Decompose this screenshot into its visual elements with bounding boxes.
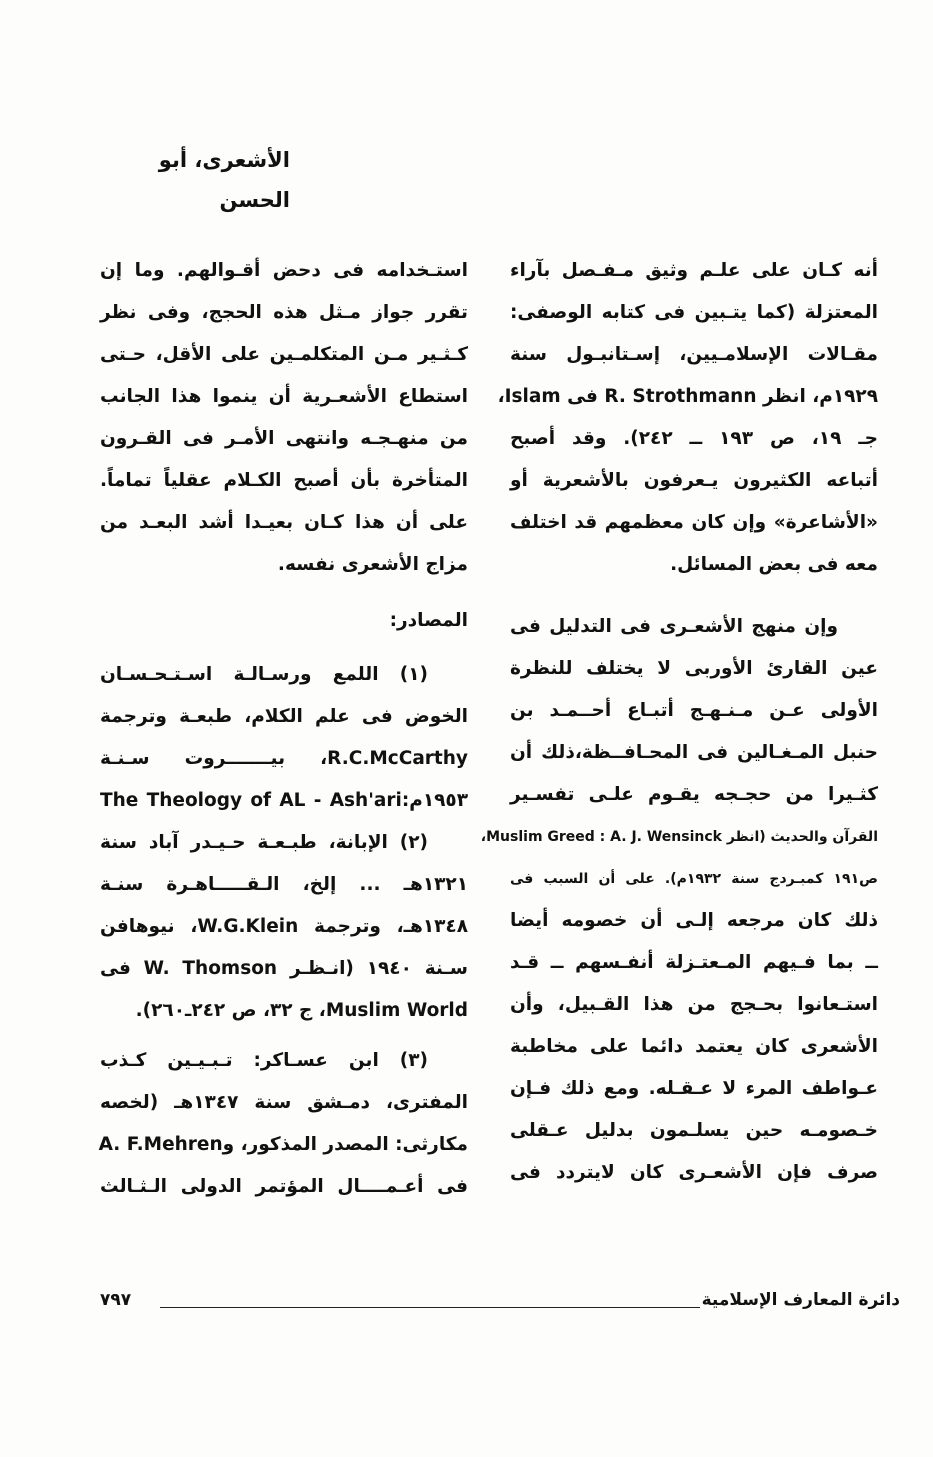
journal-title: دائرة المعارف الإسلامية [701, 1290, 900, 1310]
paragraph [480, 606, 878, 1194]
text-line: صرف فإن الأشعـرى كان لايتردد فى [510, 1162, 878, 1183]
text-line: R.C.McCarthy، بيـــــــروت سـنـة [100, 748, 468, 769]
sources-heading: المصادر: [389, 610, 468, 631]
paragraph [497, 250, 878, 586]
text-line: أتباعه الكثيرون يـعرفون بالأشعرية أو [510, 470, 878, 491]
text-line: المتأخرة بأن أصبح الكـلام عقلياً تماماً. [100, 470, 468, 491]
text-line: (٢) الإبانة، طبـعـة حـيـدر آباد سنة [100, 832, 428, 853]
text-line: من منهـجـه وانتهى الأمـر فى القـرون [100, 428, 468, 449]
page-footer [100, 1290, 900, 1320]
text-line: المعتزلة (كما يتـبين فى كتابه الوصفى: [510, 302, 878, 323]
text-line: تقرر جواز مـثل هذه الحجج، وفى نظر [100, 302, 468, 323]
text-line: المفترى، دمـشق سنة ١٣٤٧هـ (لخصه [100, 1092, 468, 1113]
text-line: ١٩٢٩م، انظر R. Strothmann فى Islam، [497, 386, 878, 407]
text-line: كثـيرا من حجـجه يقـوم علـى تفسـير [510, 784, 878, 805]
text-line: ــ بما فـيهم المـعتـزلة أنفـسهم ــ قـد [510, 952, 878, 973]
text-line: مقـالات الإسلامـيين، إسـتانبـول سنة [510, 344, 878, 365]
source-entry [100, 654, 468, 822]
text-line: عين القارئ الأوربى لا يختلف للنظرة [510, 658, 878, 679]
text-line: خـصومـه حين يسلـمون بدليل عـقلى [510, 1120, 878, 1141]
text-line: استـخدامه فى دحض أقـوالهم. وما إن [100, 260, 468, 281]
right-column [480, 250, 878, 1194]
text-line: (١) اللمع ورسـالـة اسـتـحـسـان [100, 664, 428, 685]
text-line: الأشعرى كان يعتمد دائما على مخاطبة [510, 1036, 878, 1057]
text-line: وإن منهج الأشعـرى فى التدليل فى [510, 616, 838, 637]
text-line: Muslim World، ج ٣٢، ص ٢٤٢ـ٢٦٠). [135, 1000, 468, 1021]
page-number: ٧٩٧ [100, 1290, 132, 1310]
text-line: سـنة ١٩٤٠ (انـظـر W. Thomson فى [100, 958, 468, 979]
text-line: معه فى بعض المسائل. [670, 554, 878, 575]
text-line: ١٣٤٨هـ، وترجمة W.G.Klein، نيوهافن [100, 916, 469, 937]
text-line: ١٣٢١هـ ... إلخ، الـقـــــاهـرة سنـة [100, 874, 468, 895]
left-column [100, 250, 468, 1208]
text-line: ذلك كان مرجعه إلـى أن خصومه أيضا [510, 910, 878, 931]
text-line: كـثـير مـن المتكلمـين على الأقل، حـتى [100, 344, 468, 365]
text-line: «الأشاعرة» وإن كان معظمهم قد اختلف [510, 512, 878, 533]
running-header: الأشعرى، أبو الحسن [158, 148, 290, 212]
text-line: الأولى عـن مـنـهـج أتبـاع أحــمـد بن [510, 700, 878, 721]
text-line: فى أعـمــــال المؤتمر الدولى الـثـالث [100, 1176, 468, 1197]
text-line: ص١٩١ كمبـردج سنة ١٩٣٢م). على أن السبب فى [510, 871, 878, 887]
text-line: القرآن والحديث (انظر Muslim Greed : A. J. Wensinck، [480, 829, 878, 845]
text-line: استطاع الأشعـرية أن ينموا هذا الجانب [100, 386, 468, 407]
text-line: أنه كـان على علـم وثيق مـفـصل بآراء [510, 260, 878, 281]
source-entry [100, 822, 468, 1032]
source-entry [100, 1040, 468, 1208]
text-line: استـعانوا بحـجج من هذا القـبيل، وأن [510, 994, 878, 1015]
text-line: حنبل المـغـالين فى المحـافــظة،ذلك أن [510, 742, 878, 763]
footer-rule [160, 1307, 700, 1308]
text-line: مكارثى: المصدر المذكور، وA. F.Mehren [98, 1134, 468, 1155]
paragraph [100, 250, 468, 586]
text-line: الخوض فى علم الكلام، طبعـة وترجمة [100, 706, 468, 727]
text-line: ١٩٥٣م:The Theology of AL - Ash'ari [100, 790, 468, 811]
text-line: (٣) ابن عسـاكر: تـبـيـين كـذب [100, 1050, 428, 1071]
text-line: جـ ١٩، ص ١٩٣ ــ ٢٤٢). وقد أصبح [510, 428, 878, 449]
text-line: عـواطف المرء لا عـقـله. ومع ذلك فـإن [510, 1078, 878, 1099]
text-line: على أن هذا كـان بعيـدا أشد البعـد من [100, 512, 468, 533]
text-line: مزاج الأشعرى نفسه. [277, 554, 468, 575]
